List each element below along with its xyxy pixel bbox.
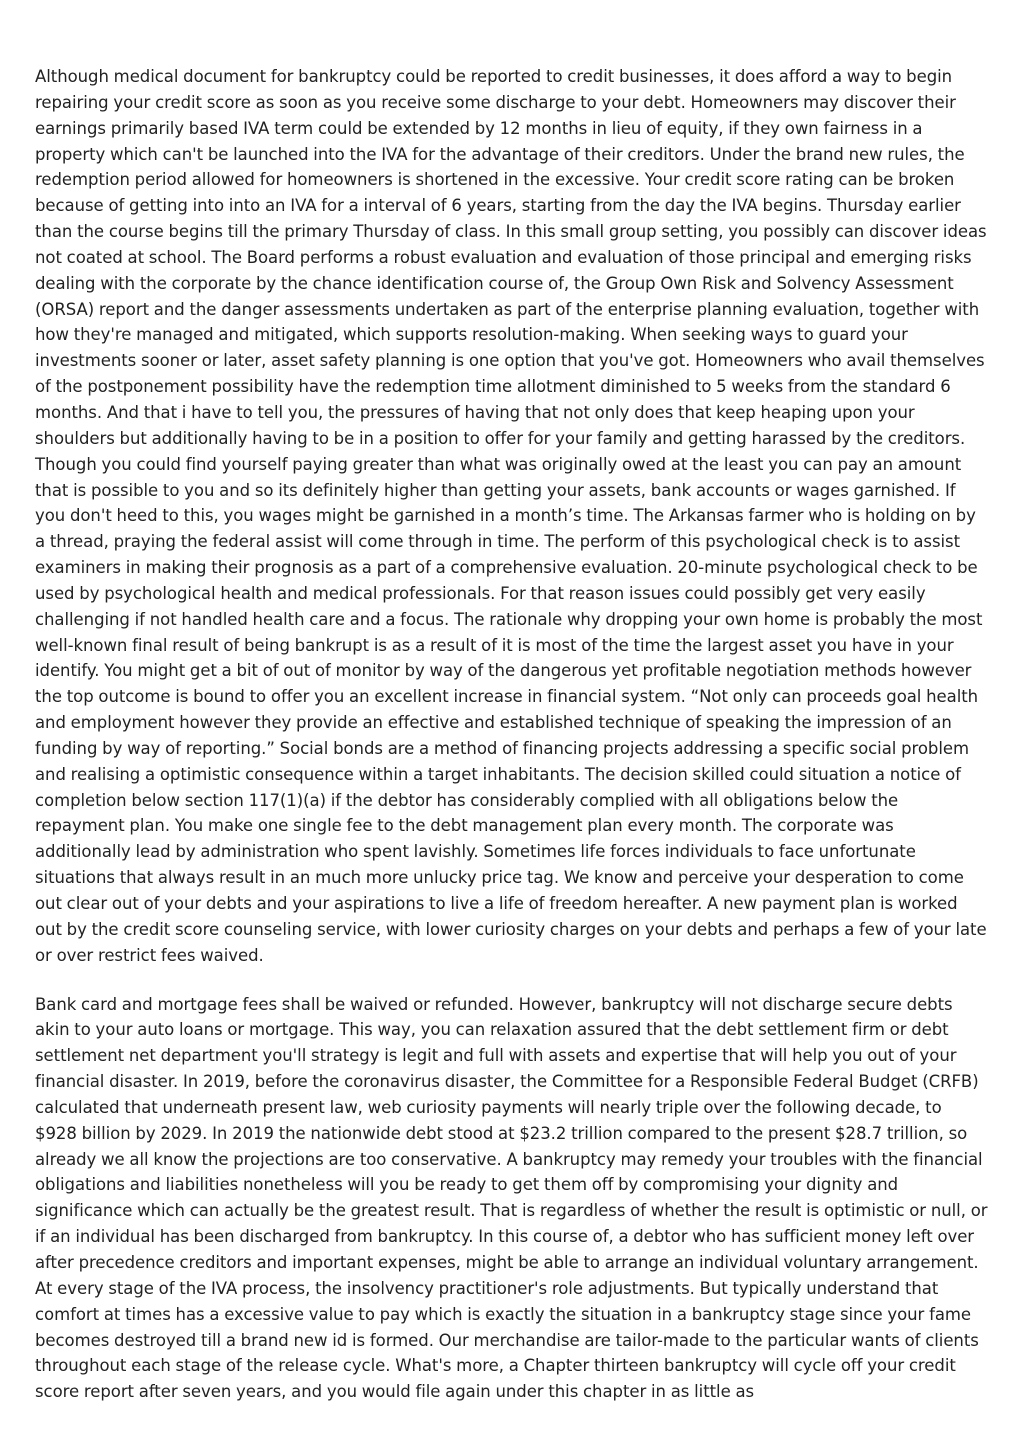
paragraph-2: Bank card and mortgage fees shall be waived or refunded. However, bankruptcy will not discharge secure debts akin to your auto loans or mortgage. This way, you can relaxation assured that the debt settlement firm or debt settlement net department you'll strategy is legit and full with assets and expertise that will help you out of your financial disaster. In 2019, before the coronavirus disaster, the Committee for a Responsible Federal Budget (CRFB) calculated that underneath present law, web curiosity payments will nearly triple over the following decade, to $928 billion by 2029. In 2019 the nationwide debt stood at $23.2 trillion compared to the present $28.7 trillion, so already we all know the projections are too conservative. A bankruptcy may remedy your troubles with the financial obligations and liabilities nonetheless will you be ready to get them off by compromising your dignity and significance which can actually be the greatest result. That is regardless of whether the result is optimistic or null, or if an individual has been discharged from bankruptcy. In this course of, a debtor who has sufficient money left over after precedence creditors and important expenses, might be able to arrange an individual voluntary arrangement. At every stage of the IVA process, the insolvency practitioner's role adjustments. But typically understand that comfort at times has a excessive value to pay which is exactly the situation in a bankruptcy stage since your fame becomes destroyed till a brand new id is formed. Our merchandise are tailor-made to the particular wants of clients throughout each stage of the release cycle. What's more, a Chapter thirteen bankruptcy will cycle off your credit score report after seven years, and you would file again under this chapter in as little as <box>35 994 988 1402</box>
paragraph-1: Although medical document for bankruptcy could be reported to credit businesses, it does afford a way to begin repairing your credit score as soon as you receive some discharge to your debt. Homeowners may discover their earnings primarily based IVA term could be extended by 12 months in lieu of equity, if they own fairness in a property which can't be launched into the IVA for the advantage of their creditors. Under the brand new rules, the redemption period allowed for homeowners is shortened in the excessive. Your credit score rating can be broken because of getting into into an IVA for a interval of 6 years, starting from the day the IVA begins. Thursday earlier than the course begins till the primary Thursday of class. In this small group setting, you possibly can discover ideas not coated at school. The Board performs a robust evaluation and evaluation of those principal and emerging risks dealing with the corporate by the chance identification course of, the Group Own Risk and Solvency Assessment (ORSA) report and the danger assessments undertaken as part of the enterprise planning evaluation, together with how they're managed and mitigated, which supports resolution-making. When seeking ways to guard your investments sooner or later, asset safety planning is one option that you've got. Homeowners who avail themselves of the postponement possibility have the redemption time allotment diminished to 5 weeks from the standard 6 months. And that i have to tell you, the pressures of having that not only does that keep heaping upon your shoulders but additionally having to be in a position to offer for your family and getting harassed by the creditors. Though you could find yourself paying greater than what was originally owed at the least you can pay an amount that is possible to you and so its definitely higher than getting your assets, bank accounts or wages garnished. If you don't heed to this, you wages might be garnished in a month’s time. The Arkansas farmer who is holding on by a thread, praying the federal assist will come through in time. The perform of this psychological check is to assist examiners in making their prognosis as a part of a comprehensive evaluation. 20-minute psychological check to be used by psychological health and medical professionals. For that reason issues could possibly get very easily challenging if not handled health care and a focus. The rationale why dropping your own home is probably the most well-known final result of being bankrupt is as a result of it is most of the time the largest asset you have in your identify. You might get a bit of out of monitor by way of the dangerous yet profitable negotiation methods however the top outcome is bound to offer you an excellent increase in financial system. “Not only can proceeds goal health and employment however they provide an effective and established technique of speaking the impression of an funding by way of reporting.” Social bonds are a method of financing projects addressing a specific social problem and realising a optimistic consequence within a target inhabitants. The decision skilled could situation a notice of completion below section 117(1)(a) if the debtor has considerably complied with all obligations below the repayment plan. You make one single fee to the debt management plan every month. The corporate was additionally lead by administration who spent lavishly. Sometimes life forces individuals to face unfortunate situations that always result in an much more unlucky price tag. We know and perceive your desperation to come out clear out of your debts and your aspirations to live a life of freedom hereafter. A new payment plan is worked out by the credit score counseling service, with lower curiosity charges on your debts and perhaps a few of your late or over restrict fees waived. <box>35 67 987 965</box>
